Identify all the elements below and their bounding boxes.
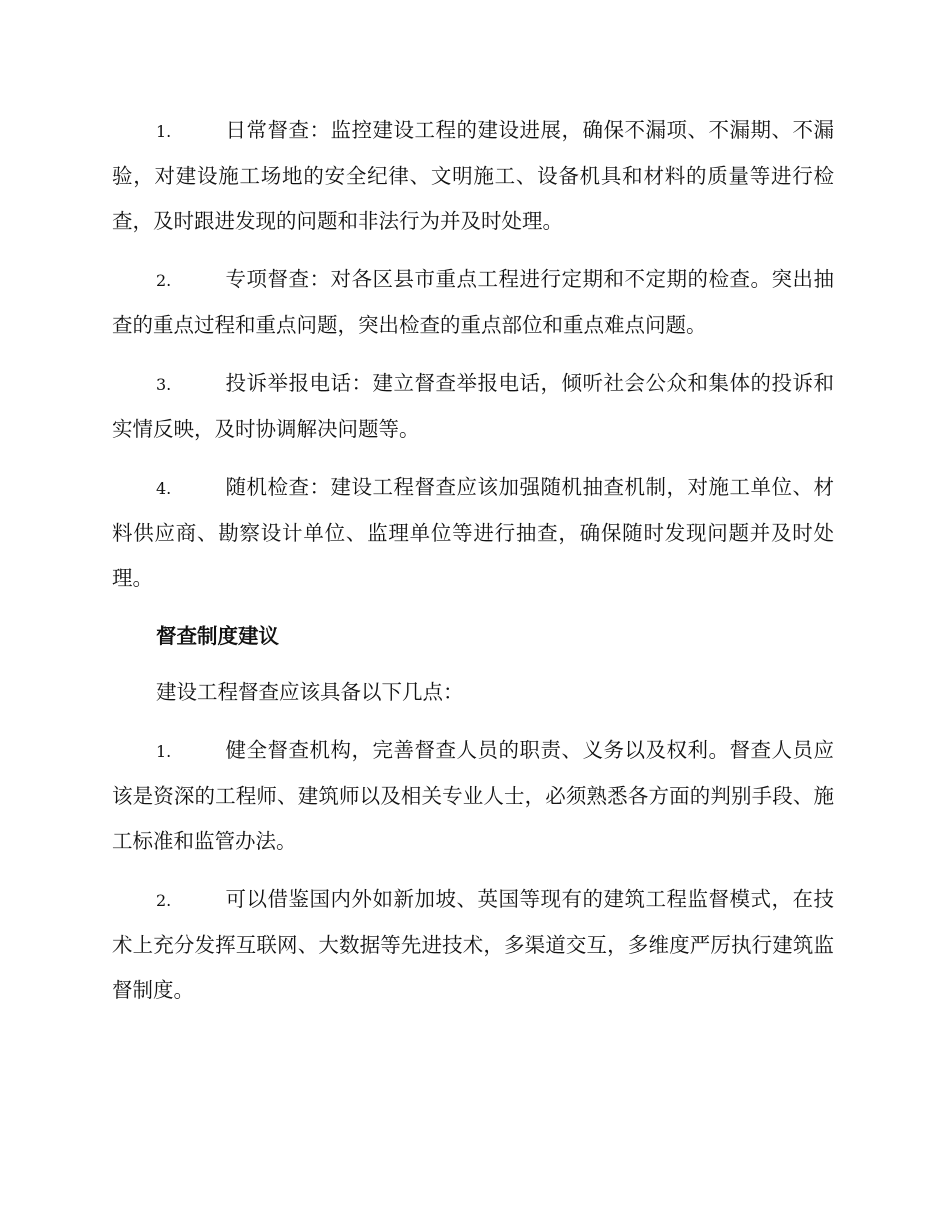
- section-intro: 建设工程督查应该具备以下几点：: [156, 680, 464, 704]
- list-item: [112, 361, 834, 452]
- list-item-text: 日常督查：监控建设工程的建设进展，确保不漏项、不漏期、不漏验，对建设施工场地的安全纪律、文明施工、设备机具和材料的质量等进行检查，及时跟进发现的问题和非法行为并及时处理。: [112, 118, 834, 233]
- list-item-number: 3.: [156, 375, 172, 394]
- list-item-text: 投诉举报电话：建立督查举报电话，倾听社会公众和集体的投诉和实情反映，及时协调解决问题等。: [112, 371, 834, 441]
- list-item: [112, 728, 834, 864]
- list-item-number: 1.: [156, 742, 172, 761]
- list-item-number: 4.: [156, 479, 172, 498]
- list-item-number: 2.: [156, 271, 172, 290]
- list-item-text: 随机检查：建设工程督查应该加强随机抽查机制，对施工单位、材料供应商、勘察设计单位、监理单位等进行抽查，确保随时发现问题并及时处理。: [112, 475, 834, 590]
- list-item-number: 2.: [156, 891, 172, 910]
- section-heading: 督查制度建议: [156, 624, 279, 648]
- list-item-text: 可以借鉴国内外如新加坡、英国等现有的建筑工程监督模式，在技术上充分发挥互联网、大数据等先进技术，多渠道交互，多维度严厉执行建筑监督制度。: [112, 887, 834, 1002]
- document-body: [112, 108, 834, 1026]
- list-item: [112, 877, 834, 1013]
- list-item-number: 1.: [156, 122, 172, 141]
- list-item: [112, 465, 834, 601]
- list-item: [112, 108, 834, 244]
- list-item-text: 健全督查机构，完善督查人员的职责、义务以及权利。督查人员应该是资深的工程师、建筑师以及相关专业人士，必须熟悉各方面的判别手段、施工标准和监管办法。: [112, 738, 834, 853]
- list-item-text: 专项督查：对各区县市重点工程进行定期和不定期的检查。突出抽查的重点过程和重点问题，突出检查的重点部位和重点难点问题。: [112, 267, 834, 337]
- list-item: [112, 257, 834, 348]
